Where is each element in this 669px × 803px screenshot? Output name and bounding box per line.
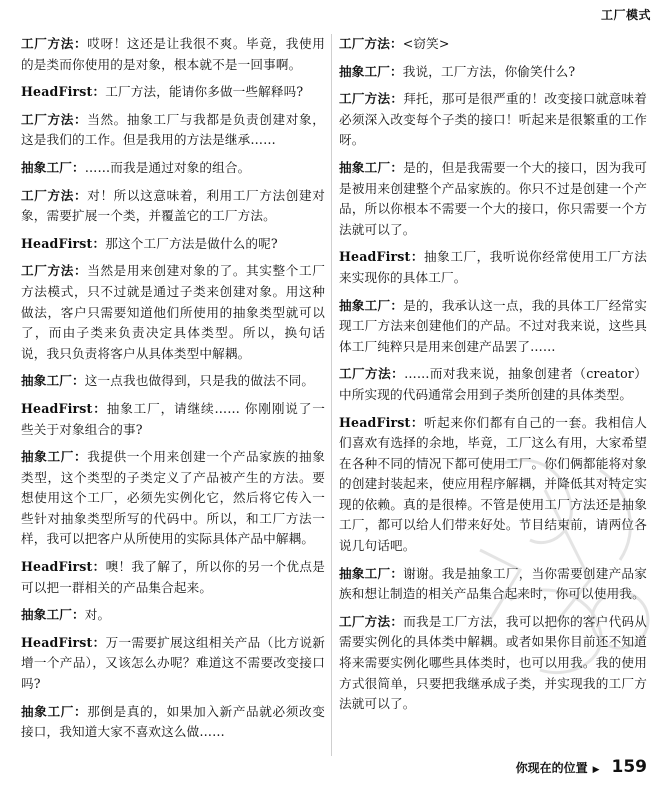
speaker-name: 工厂方法 (339, 36, 390, 51)
speaker-name: 工厂方法 (21, 263, 74, 279)
dialogue-paragraph: HeadFirst：抽象工厂，我听说你经常使用工厂方法来实现你的具体工厂。 (339, 249, 647, 285)
dialogue-paragraph: HeadFirst：噢！我了解了，所以你的另一个优点是可以把一群相关的产品集合起来。 (21, 559, 325, 595)
dialogue-paragraph: HeadFirst：听起来你们都有自己的一套。我相信人们喜欢有选择的余地，毕竟，工厂这么有用，大家希望在各种不同的情况下都可使用工厂。你们俩都能将对象的创建封装起来，使应用程序解耦，并降低其对特定实现的依赖。真的是很棒。不管是使用工厂方法还是抽象工厂，都可以给人们带来好处。节目结束前，请两位各说几句话吧。 (339, 414, 647, 554)
dialogue-paragraph: 抽象工厂：对。 (21, 607, 111, 623)
speaker-name: HeadFirst (21, 400, 93, 416)
page-footer (516, 757, 647, 777)
speaker-name: 工厂方法 (339, 613, 391, 629)
dialogue-paragraph: HeadFirst：那这个工厂方法是做什么的呢? (21, 235, 278, 251)
speech-text: 是的，但是我需要一个大的接口，因为我可是被用来创建整个产品家族的。你只不过是创建一个产品，所以你根本不需要一个大的接口，你只需要一个方法就可以了。 (339, 159, 647, 237)
speech-text: 噢！我了解了，所以你的另一个优点是可以把一群相关的产品集合起来。 (21, 559, 325, 595)
dialogue-paragraph: 工厂方法：当然是用来创建对象的了。其实整个工厂方法模式，只不过就是通过子类来创建对象。用这种做法，客户只需要知道他们所使用的抽象类型就可以了，而由子类来负责决定具体类型。所以，换句话说，我只负责将客户从具体类型中解耦。 (21, 263, 325, 361)
speech-text: 抽象工厂，请继续…… 你刚刚说了一些关于对象组合的事? (21, 400, 325, 437)
dialogue-paragraph: HeadFirst：万一需要扩展这组相关产品（比方说新增一个产品），又该怎么办呢？难道这不需要改变接口吗? (21, 634, 325, 692)
speech-text: 对。 (84, 607, 111, 623)
speaker-name: 工厂方法 (21, 111, 74, 127)
dialogue-paragraph: 工厂方法：拜托，那可是很严重的！改变接口就意味着必须深入改变每个子类的接口！听起来是很繁重的工作呀。 (339, 91, 647, 148)
dialogue-paragraph: 工厂方法：而我是工厂方法，我可以把你的客户代码从需要实例化的具体类中解耦。或者如果你目前还不知道将来需要实例化哪些具体类时，也可以用我。我的使用方式很简单，只要把我继承成子类，并实现我的工厂方法就可以了。 (339, 613, 647, 712)
speech-text: 是的，我承认这一点，我的具体工厂经常实现工厂方法来创建他们的产品。不过对我来说，这些具体工厂纯粹只是用来创建产品罢了…… (339, 297, 647, 354)
speaker-name: 工厂方法 (21, 36, 74, 51)
speaker-name: 抽象工厂 (21, 159, 72, 175)
speaker-name: HeadFirst (339, 249, 411, 265)
speaker-name: 工厂方法 (339, 91, 391, 107)
speech-text: 而我是工厂方法，我可以把你的客户代码从需要实例化的具体类中解耦。或者如果你目前还不知道将来需要实例化哪些具体类时，也可以用我。我的使用方式很简单，只要把我继承成子类，并实现我的工厂方法就可以了。 (339, 613, 647, 712)
speech-text: 我提供一个用来创建一个产品家族的抽象类型，这个类型的子类定义了产品被产生的方法。要想使用这个工厂，必须先实例化它，然后将它传入一些针对抽象类型所写的代码中。所以，和工厂方法一样，我可以把客户从所使用的实际具体产品中解耦。 (21, 449, 325, 547)
dialogue-paragraph: 工厂方法：对！所以这意味着，利用工厂方法创建对象，需要扩展一个类，并覆盖它的工厂方法。 (21, 187, 325, 224)
dialogue-paragraph: 抽象工厂：是的，我承认这一点，我的具体工厂经常实现工厂方法来创建他们的产品。不过对我来说，这些具体工厂纯粹只是用来创建产品罢了…… (339, 297, 647, 354)
speaker-name: HeadFirst (21, 559, 93, 575)
dialogue-paragraph: HeadFirst：抽象工厂，请继续…… 你刚刚说了一些关于对象组合的事? (21, 400, 325, 437)
dialogue-paragraph: 抽象工厂：那倒是真的，如果加入新产品就必须改变接口，我知道大家不喜欢这么做…… (21, 703, 325, 740)
left-column (21, 34, 325, 750)
speaker-name: 抽象工厂 (339, 159, 391, 175)
speech-text: 这一点我也做得到，只是我的做法不同。 (84, 373, 315, 389)
speaker-name: 抽象工厂 (339, 297, 391, 313)
triangle-right-icon: ▶ (592, 765, 600, 775)
dialogue-paragraph: 抽象工厂：这一点我也做得到，只是我的做法不同。 (21, 373, 315, 389)
speech-text: 对！所以这意味着，利用工厂方法创建对象，需要扩展一个类，并覆盖它的工厂方法。 (21, 187, 325, 224)
speaker-name: 抽象工厂 (21, 607, 72, 623)
dialogue-paragraph: 抽象工厂：我提供一个用来创建一个产品家族的抽象类型，这个类型的子类定义了产品被产生的方法。要想使用这个工厂，必须先实例化它，然后将它传入一些针对抽象类型所写的代码中。所以，和工厂方法一样，我可以把客户从所使用的实际具体产品中解耦。 (21, 449, 325, 547)
dialogue-paragraph: 抽象工厂：我说，工厂方法，你偷笑什么? (339, 63, 576, 79)
dialogue-paragraph: 抽象工厂：谢谢。我是抽象工厂，当你需要创建产品家族和想让制造的相关产品集合起来时，你可以使用我。 (339, 565, 647, 602)
column-divider (331, 34, 332, 756)
speech-text: 拜托，那可是很严重的！改变接口就意味着必须深入改变每个子类的接口！听起来是很繁重的工作呀。 (339, 91, 647, 148)
dialogue-paragraph: 工厂方法：……而对我来说，抽象创建者（creator）中所实现的代码通常会用到子类所创建的具体类型。 (339, 366, 647, 402)
speaker-name: HeadFirst (21, 84, 93, 100)
speaker-name: 抽象工厂 (21, 449, 74, 465)
speaker-name: HeadFirst (339, 414, 411, 430)
dialogue-paragraph: HeadFirst：工厂方法，能请你多做一些解释吗? (21, 84, 304, 100)
speaker-name: 抽象工厂 (339, 63, 390, 79)
page-number: 159 (611, 757, 647, 777)
right-column (339, 34, 647, 722)
dialogue-paragraph: 工厂方法：<窃笑> (339, 36, 450, 51)
speech-text: 工厂方法，能请你多做一些解释吗? (105, 84, 304, 100)
speaker-name: HeadFirst (21, 235, 93, 251)
speech-text: 当然是用来创建对象的了。其实整个工厂方法模式，只不过就是通过子类来创建对象。用这种做法，客户只需要知道他们所使用的抽象类型就可以了，而由子类来负责决定具体类型。所以，换句话说，我只负责将客户从具体类型中解耦。 (21, 263, 325, 361)
speech-text: 万一需要扩展这组相关产品（比方说新增一个产品），又该怎么办呢？难道这不需要改变接口吗? (21, 634, 325, 692)
speaker-name: 抽象工厂 (21, 373, 72, 389)
speech-text: ……而对我来说，抽象创建者（creator）中所实现的代码通常会用到子类所创建的具体类型。 (339, 366, 647, 402)
speech-text: 当然。抽象工厂与我都是负责创建对象，这是我们的工作。但是我用的方法是继承…… (21, 111, 325, 148)
speech-text: 抽象工厂，我听说你经常使用工厂方法来实现你的具体工厂。 (339, 249, 647, 285)
speech-text: 听起来你们都有自己的一套。我相信人们喜欢有选择的余地，毕竟，工厂这么有用，大家希望在各种不同的情况下都可使用工厂。你们俩都能将对象的创建封装起来，使应用程序解耦，并降低其对特定实现的依赖。真的是很棒。不管是使用工厂方法还是抽象工厂，都可以给人们带来好处。节目结束前，请两位各说几句话吧。 (339, 414, 647, 554)
speaker-name: 抽象工厂 (21, 703, 74, 719)
footer-location-label: 你现在的位置 (515, 761, 588, 775)
speech-text: 那这个工厂方法是做什么的呢? (105, 235, 278, 251)
speech-text: ……而我是通过对象的组合。 (84, 159, 251, 175)
speaker-name: 工厂方法 (21, 187, 74, 203)
speech-text: <窃笑> (402, 36, 450, 51)
dialogue-paragraph: 工厂方法：当然。抽象工厂与我都是负责创建对象，这是我们的工作。但是我用的方法是继承…… (21, 111, 325, 148)
speech-text: 我说，工厂方法，你偷笑什么? (402, 63, 576, 79)
dialogue-paragraph: 抽象工厂：……而我是通过对象的组合。 (21, 159, 251, 175)
speech-text: 那倒是真的，如果加入新产品就必须改变接口，我知道大家不喜欢这么做…… (21, 703, 325, 740)
dialogue-paragraph: 抽象工厂：是的，但是我需要一个大的接口，因为我可是被用来创建整个产品家族的。你只不过是创建一个产品，所以你根本不需要一个大的接口，你只需要一个方法就可以了。 (339, 159, 647, 237)
speaker-name: 工厂方法 (339, 366, 392, 382)
speech-text: 谢谢。我是抽象工厂，当你需要创建产品家族和想让制造的相关产品集合起来时，你可以使用我。 (339, 565, 647, 602)
speech-text: 哎呀！这还是让我很不爽。毕竟，我使用的是类而你使用的是对象，根本就不是一回事啊。 (21, 36, 325, 72)
running-head: 工厂模式 (600, 8, 651, 22)
speaker-name: HeadFirst (21, 634, 93, 650)
dialogue-paragraph: 工厂方法：哎呀！这还是让我很不爽。毕竟，我使用的是类而你使用的是对象，根本就不是一回事啊。 (21, 36, 325, 72)
speaker-name: 抽象工厂 (339, 565, 391, 581)
